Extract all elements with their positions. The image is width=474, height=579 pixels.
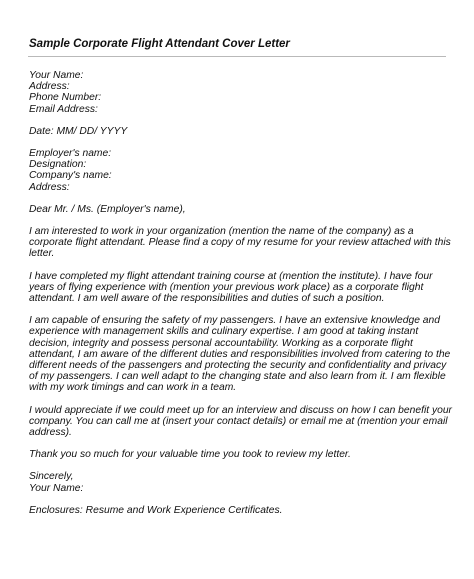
paragraph-thanks: Thank you so much for your valuable time you took to review my letter.	[29, 449, 351, 461]
sender-block	[29, 70, 454, 115]
paragraph-interest: I am interested to work in your organization (mention the name of the company) as a corporate flight attendant. Please find a copy of my resume for your review attached with this letter.	[29, 226, 451, 260]
recipient-name: Employer's name:	[29, 148, 112, 160]
closing-block	[29, 471, 454, 493]
title-divider	[28, 56, 446, 57]
enclosures: Enclosures: Resume and Work Experience Certificates.	[29, 504, 283, 516]
sender-address: Address:	[29, 81, 70, 93]
paragraph-interview-request: I would appreciate if we could meet up for an interview and discuss on how I can benefit your company. You can call me at (insert your contact details) or email me at (mention your email address).	[29, 404, 452, 439]
recipient-company: Company's name:	[29, 170, 112, 182]
salutation: Dear Mr. / Ms. (Employer's name),	[29, 203, 186, 215]
sender-email: Email Address:	[29, 103, 98, 115]
sender-phone: Phone Number:	[29, 92, 102, 104]
recipient-block	[29, 148, 454, 193]
recipient-address: Address:	[29, 181, 70, 193]
paragraph-experience: I have completed my flight attendant training course at (mention the institute). I have four years of flying experience with (mention your previous work place) as a corporate flight attendant. I am well aware of the responsibilities and duties of such a position.	[29, 270, 433, 305]
signature-name: Your Name:	[29, 482, 84, 494]
letter-date: Date: MM/ DD/ YYYY	[29, 125, 128, 137]
paragraph-skills: I am capable of ensuring the safety of my passengers. I have an extensive knowledge and experience with management skills and culinary expertise. I am good at taking instant decision, integrity and possess personal accountability. Working as a corporate flight attendant, I am aware of the different duties and responsibilities involved from catering to the different needs of the passengers and protecting the security and confidentiality and privacy of my passengers. I can well adapt to the changing state and also learn from it. I am flexible with my work timings and can work in a team.	[29, 315, 451, 394]
letter-body	[29, 70, 454, 527]
closing: Sincerely,	[29, 471, 74, 483]
document-title: Sample Corporate Flight Attendant Cover Letter	[29, 38, 290, 50]
recipient-designation: Designation:	[29, 159, 87, 171]
sender-name: Your Name:	[29, 70, 84, 81]
